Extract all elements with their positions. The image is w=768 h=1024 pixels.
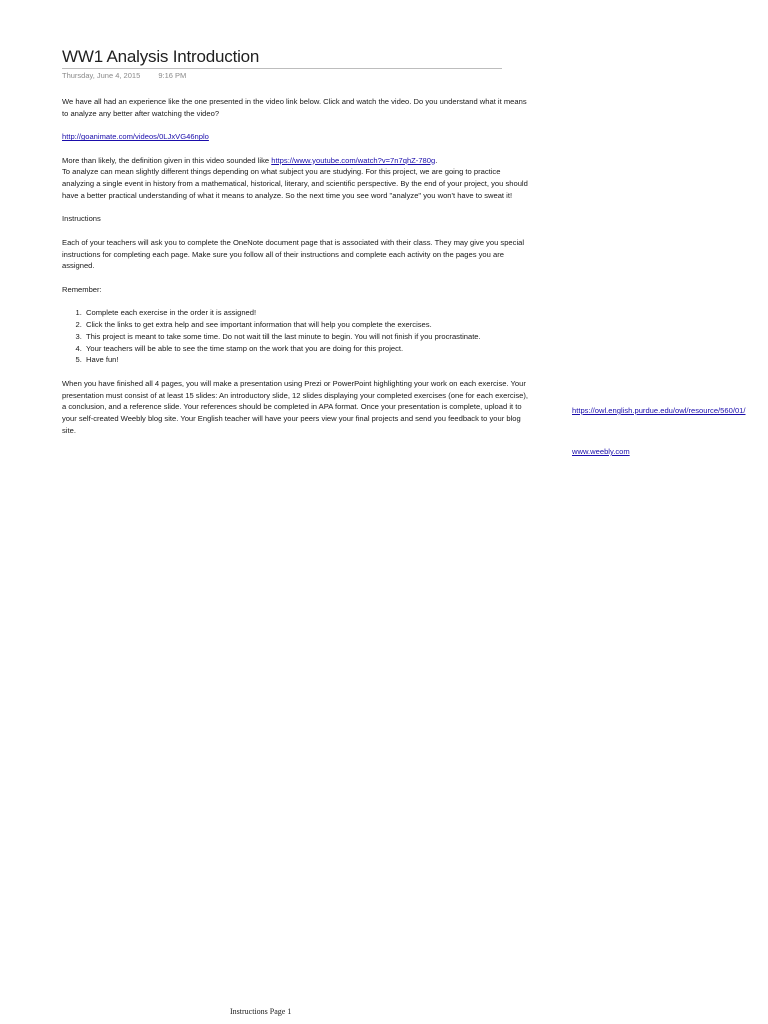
page-body: [62, 96, 530, 448]
definition-suffix: .: [435, 155, 438, 165]
weebly-link[interactable]: www.weebly.com: [572, 447, 630, 456]
side-note-purdue: [572, 405, 768, 417]
list-item: 5. Have fun!: [84, 354, 530, 366]
instructions-heading: Instructions: [62, 214, 101, 224]
definition-paragraph: [62, 155, 530, 167]
page-time: 9:16 PM: [158, 71, 187, 80]
page-timestamp: [62, 71, 186, 80]
analyze-paragraph: To analyze can mean slightly different things depending on what subject you are studying. For this project, we are going to practice analyzing a single event in history from a mathematical, historical, literary, and scientific perspective. By the end of your project, you should have a better practical understanding of what it means to analyze. So the next time you see word "analyze" you won't have to sweat it!: [62, 167, 528, 200]
list-item: 1. Complete each exercise in the order it is assigned!: [84, 307, 530, 319]
page-date: Thursday, June 4, 2015: [62, 71, 141, 80]
list-item: 2. Click the links to get extra help and see important information that will help you complete the exercises.: [84, 319, 530, 331]
instructions-paragraph: Each of your teachers will ask you to complete the OneNote document page that is associated with their class. They may give you special instructions for completing each page. Make sure you follow all of their instructions and complete each activity on the pages you are assigned.: [62, 237, 525, 271]
presentation-paragraph: When you have finished all 4 pages, you will make a presentation using Prezi or PowerPoint highlighting your work on each exercise. Your presentation must consist of at least 15 slides: An introductory slide, 12 slides displaying your completed exercises (one for each exercise), a conclusion, and a reference slide. Your references should be completed in APA format. Once your presentation is complete, upload it to your self-created Weebly blog site. Your English teacher will have your peers view your final projects and send you feedback to your blog site.: [62, 378, 528, 435]
intro-paragraph: We have all had an experience like the one presented in the video link below. Click and watch the video. Do you understand what it means to analyze any better after watching the video?: [62, 97, 527, 118]
list-item: 3. This project is meant to take some time. Do not wait till the last minute to begin. You will not finish if you procrastinate.: [84, 331, 530, 343]
remember-list: [62, 307, 530, 366]
page-title: WW1 Analysis Introduction: [62, 47, 260, 66]
definition-prefix: More than likely, the definition given in this video sounded like: [62, 155, 272, 165]
title-divider: [62, 68, 502, 69]
video-link-paragraph: [62, 131, 530, 143]
goanimate-video-link[interactable]: http://goanimate.com/videos/0LJxVG46nplo: [62, 132, 209, 142]
youtube-definition-link[interactable]: https://www.youtube.com/watch?v=7n7qhZ-780g: [271, 155, 436, 165]
purdue-owl-link[interactable]: https://owl.english.purdue.edu/owl/resource/560/01/: [572, 406, 746, 415]
page-footer: Instructions Page 1: [230, 1007, 292, 1016]
side-note-weebly: [572, 446, 768, 458]
remember-heading: Remember:: [62, 284, 102, 294]
list-item: 4. Your teachers will be able to see the time stamp on the work that you are doing for this project.: [84, 343, 530, 355]
